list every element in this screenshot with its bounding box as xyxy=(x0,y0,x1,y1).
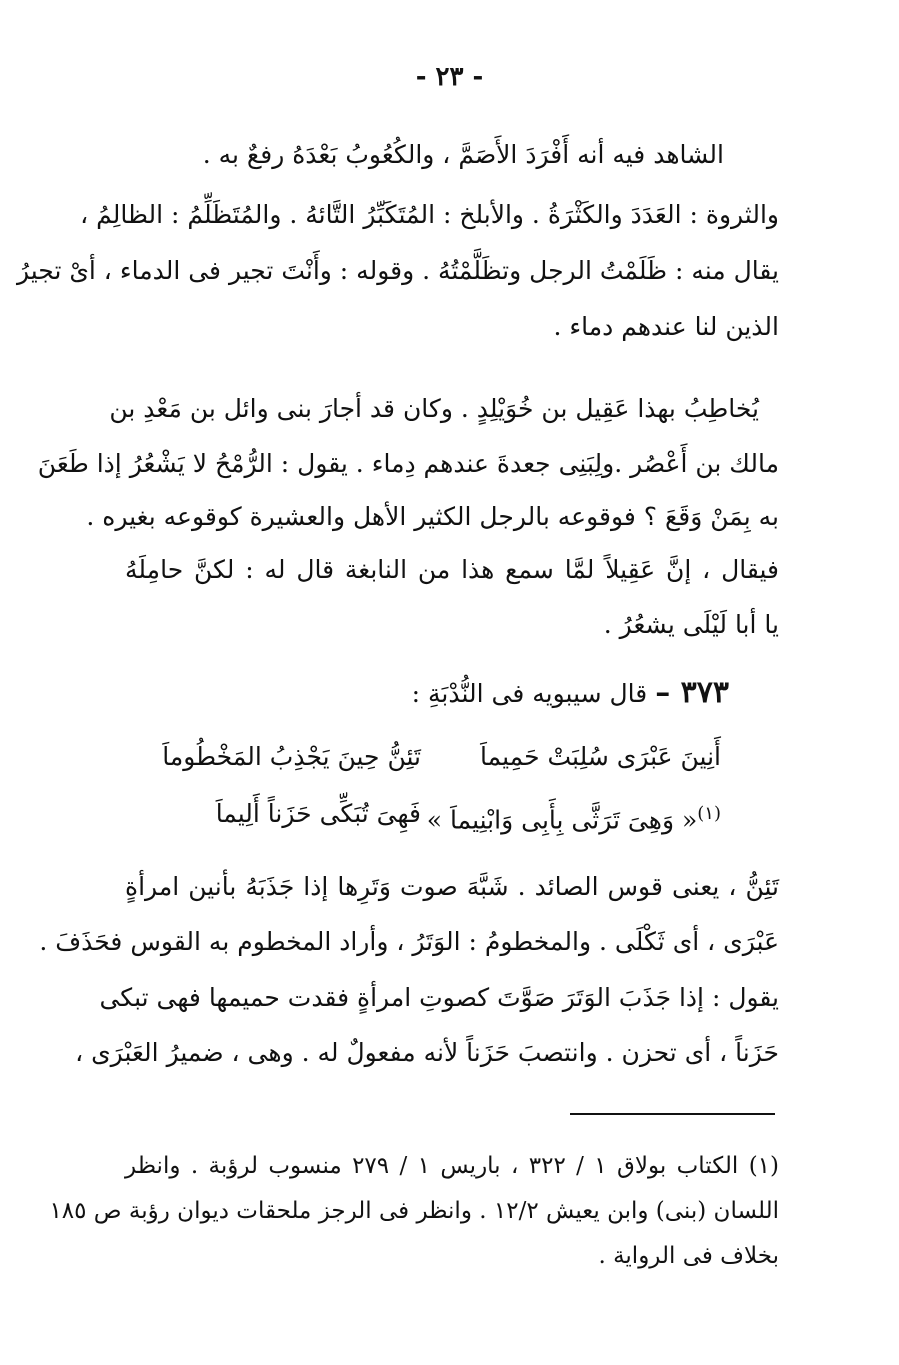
text-line: يا أبا لَيْلَى يشعُرُ . xyxy=(603,610,779,639)
page-number: - ٢٣ - xyxy=(415,62,484,92)
text-line: فيقال ، إنَّ عَقِيلاً لمَّا سمع هذا من النابغة قال له : لكنَّ حامِلَهُ xyxy=(125,555,779,584)
text-line: به بِمَنْ وَقَعَ ؟ فوقوعه بالرجل الكثير الأهل والعشيرة كوقوعه بغيره . xyxy=(86,502,779,531)
text-line: مالك بن أَعْصُر .ولِبَنِى جعدةَ عندهم دِماء . يقول : الرُّمْحُ لا يَشْعُرُ إذا طَعَنَ xyxy=(37,449,779,478)
text-line: يقال منه : ظَلَمْتُ الرجل وتظَلَّمْتُهُ . وقوله : وأَنْتَ تجير فى الدماء ، أىْ تجيرُ xyxy=(16,256,779,285)
entry-heading xyxy=(412,676,729,711)
text-line: الذين لنا عندهم دماء . xyxy=(553,312,779,341)
verse-hemistich: تَئِنُّ حِينَ يَجْذِبُ المَخْطُوماَ xyxy=(162,742,421,771)
verse-hemistich: فَهِىَ تُبَكِّى حَزَناً أَلِيماَ xyxy=(215,799,421,828)
verse-text: « وَهِىَ تَرَثَّى بِأَبِى وَابْنِيماَ » xyxy=(426,805,698,835)
verse-hemistich xyxy=(427,797,721,837)
text-line: تَئِنُّ ، يعنى قوس الصائد . شَبَّهَ صوت وَتَرِها إذا جَذَبَهُ بأنين امرأةٍ xyxy=(125,872,779,901)
footnote-line: (١) الكتاب بولاق ١ / ٣٢٢ ، باريس ١ / ٢٧٩ منسوب لرؤبة . وانظر xyxy=(125,1153,780,1179)
verse-hemistich: أَنِينَ عَبْرَى سُلِبَتْ حَمِيماَ xyxy=(480,742,721,771)
text-line: الشاهد فيه أنه أَفْرَدَ الأَصَمَّ ، والكُعُوبُ بَعْدَهُ رفعٌ به . xyxy=(202,140,724,169)
footnote-line: اللسان (بنى) وابن يعيش ١٢/٢ . وانظر فى الرجز ملحقات ديوان رؤبة ص ١٨٥ xyxy=(49,1198,779,1224)
entry-number: ٣٧٣ – xyxy=(655,675,729,710)
text-line: يُخاطِبُ بهذا عَقِيل بن خُوَيْلِدٍ . وكان قد أجارَ بنى وائل بن مَعْدِ بن xyxy=(109,394,759,423)
text-line: والثروة : العَدَدَ والكَثْرَةُ . والأبلخ : المُتَكَبِّرُ التَّائهُ . والمُتَظَلِّمُ : الظالِمُ ، xyxy=(80,200,779,229)
text-line: يقول : إذا جَذَبَ الوَتَرَ صَوَّتَ كصوتِ امرأةٍ فقدت حميمها فهى تبكى xyxy=(99,983,779,1012)
text-line: عَبْرَى ، أى ثَكْلَى . والمخطومُ : الوَتَرُ ، وأراد المخطوم به القوس فحَذَفَ . xyxy=(39,927,779,956)
footnote-divider xyxy=(570,1113,775,1115)
entry-intro: قال سيبويه فى النُّدْبَةِ : xyxy=(411,679,648,708)
text-line: حَزَناً ، أى تحزن . وانتصبَ حَزَناً لأنه مفعولٌ له . وهى ، ضميرُ العَبْرَى ، xyxy=(75,1038,779,1067)
footnote-line: بخلاف فى الرواية . xyxy=(598,1243,779,1269)
verse-note-ref: (١) xyxy=(697,803,721,824)
